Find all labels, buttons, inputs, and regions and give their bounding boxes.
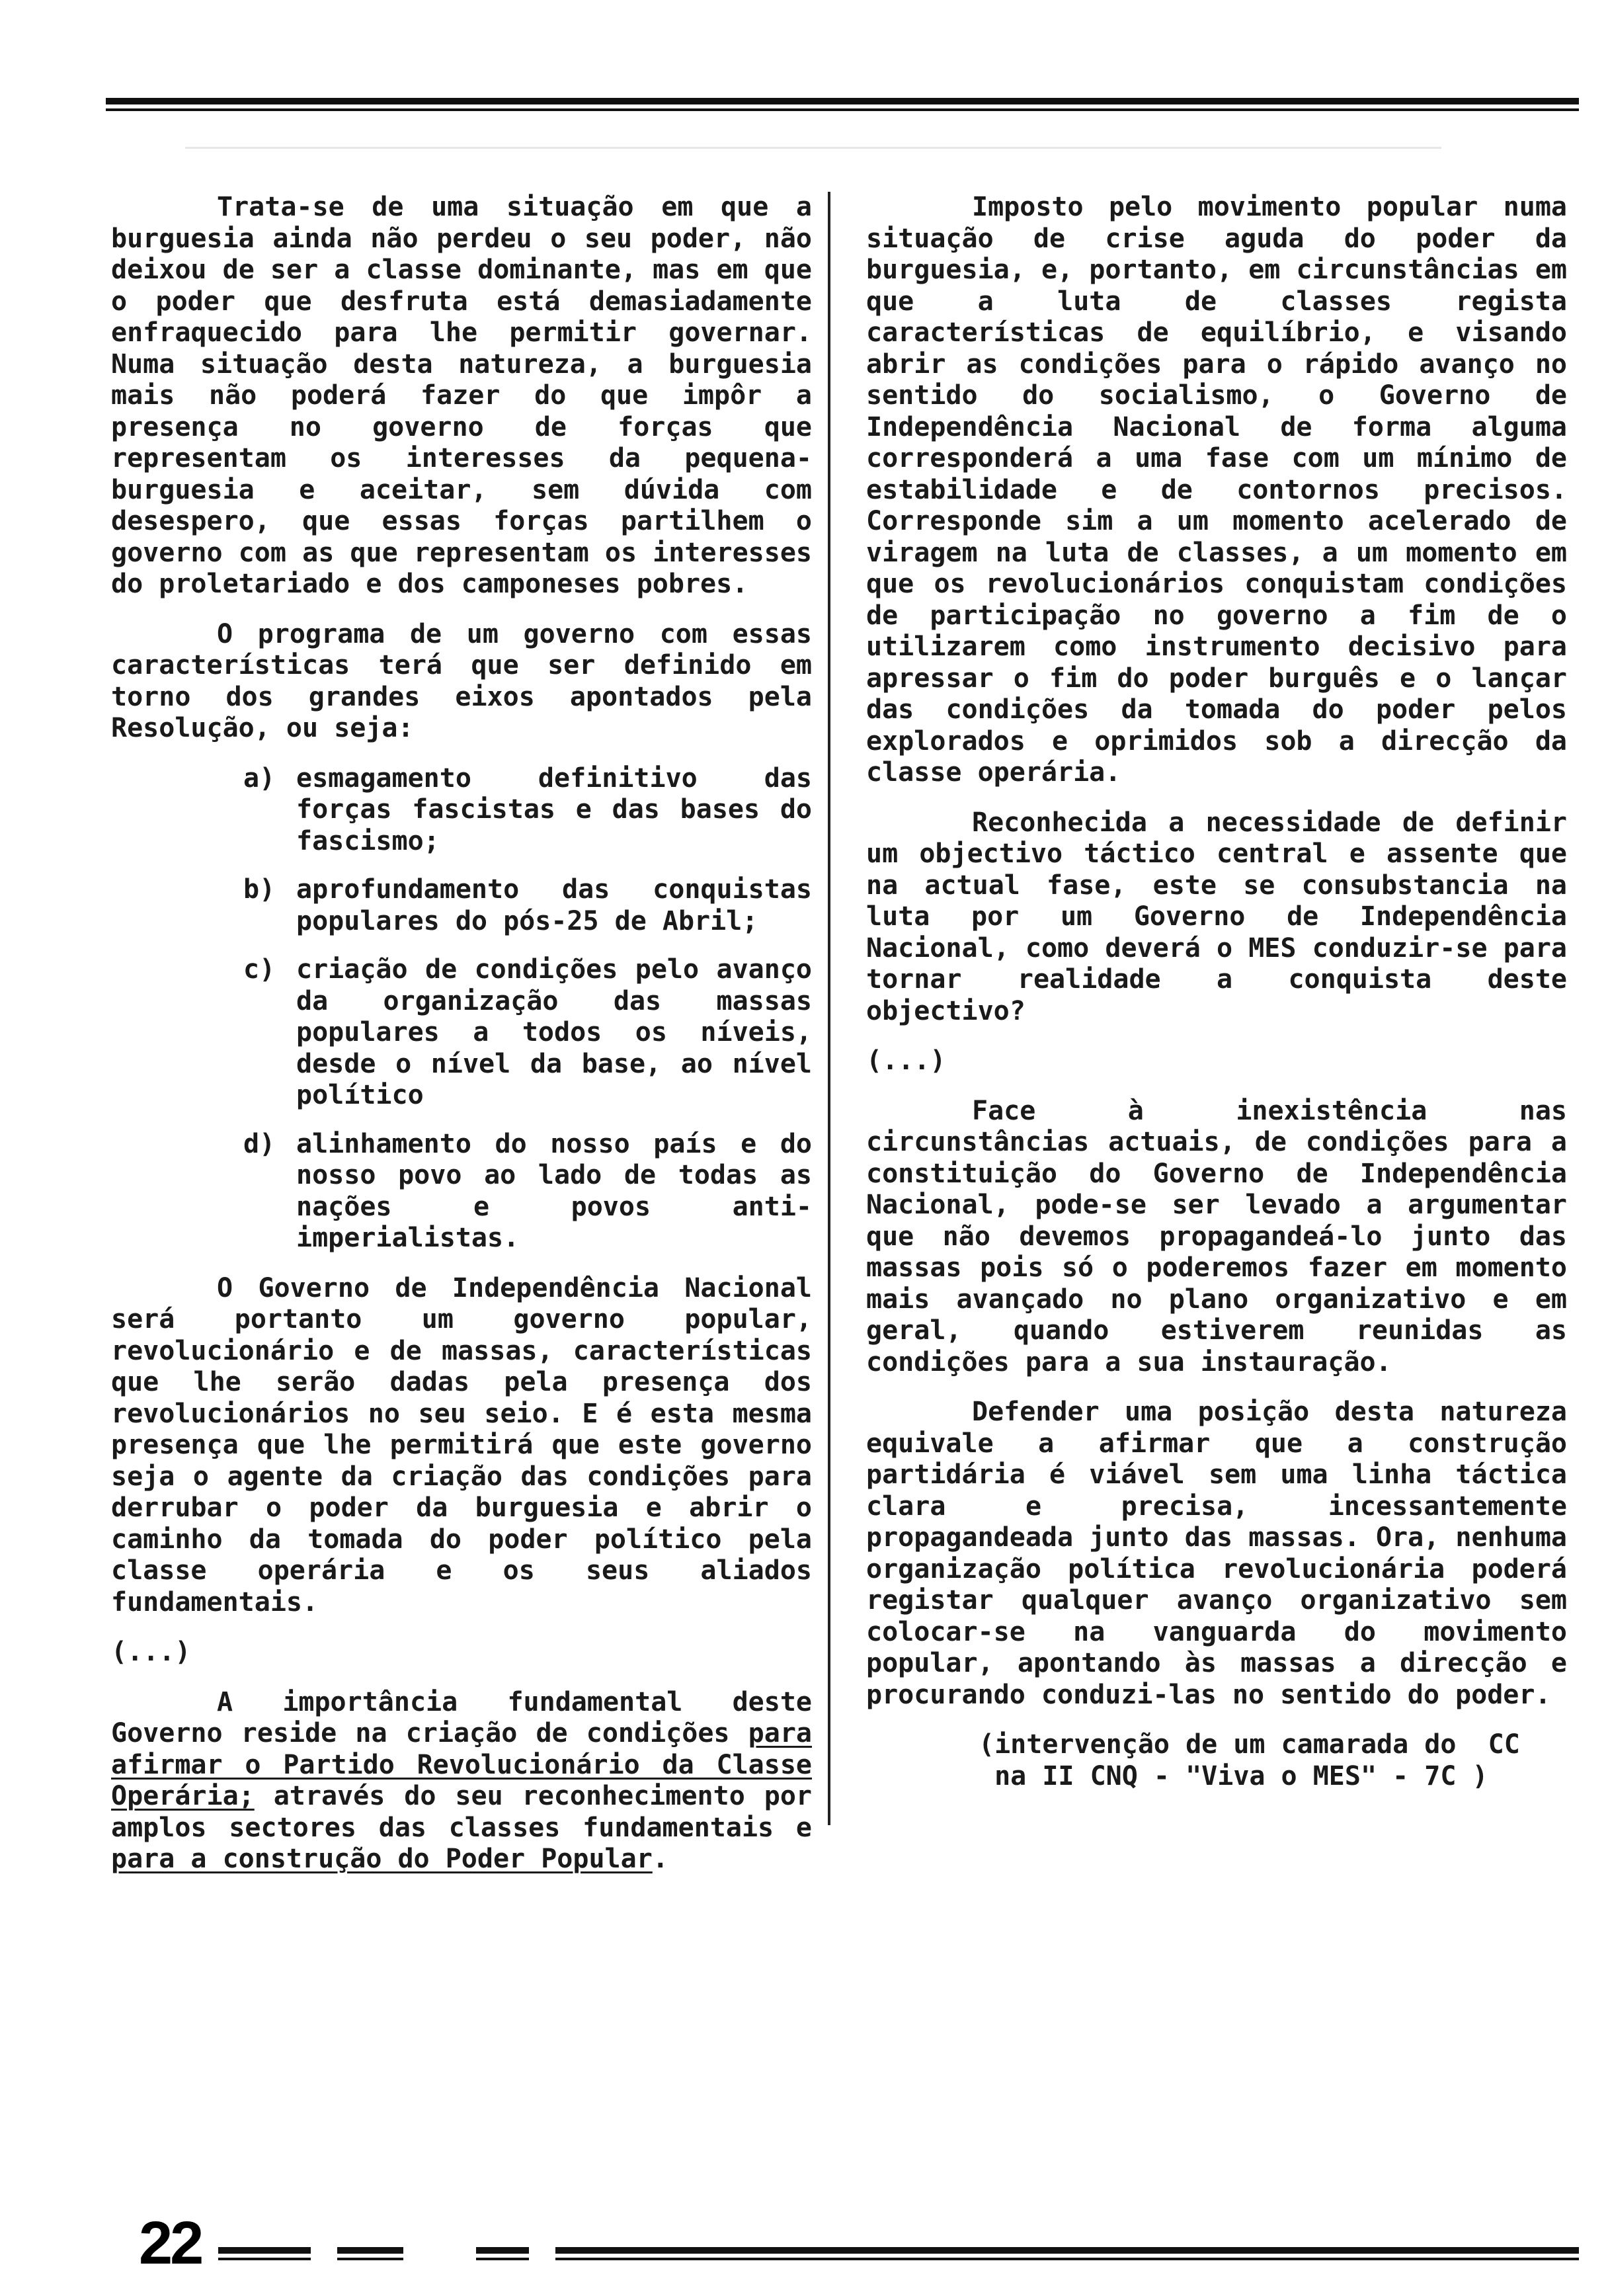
attribution-line-2: na II CNQ - "Viva o MES" - 7C ) bbox=[979, 1760, 1488, 1791]
list-item bbox=[243, 954, 812, 1112]
right-column bbox=[866, 192, 1567, 1792]
p4-end: . bbox=[652, 1844, 668, 1874]
list-item-text: aprofundamento das conquistas populares do pós-25 de Abril; bbox=[296, 874, 812, 936]
attribution bbox=[866, 1729, 1567, 1792]
left-column bbox=[111, 192, 812, 1894]
list-item-text: criação de condições pelo avanço da organização das massas populares a todos os níveis, desde o nível da base, ao nível político bbox=[296, 954, 812, 1110]
p4-middle: através do seu reconhecimento por amplos sectores das classes fundamentais e bbox=[111, 1781, 812, 1843]
top-rule-thin bbox=[106, 108, 1579, 111]
right-paragraph-2: Reconhecida a necessidade de definir um objectivo táctico central e assente que na actual fase, este se consubstancia na luta por um Governo de Independência Nacional, como deverá o MES conduzir-se para tornar realidade a conquista deste objectivo? bbox=[866, 807, 1567, 1026]
right-paragraph-1: Imposto pelo movimento popular numa situação de crise aguda do poder da burguesia, e, portanto, em circunstâncias em que a luta de classes regista características de equilíbrio, e visando abrir as condições para o rápido avanço no sentido do socialismo, o Governo de Independência Nacional de forma alguma corresponderá a uma fase com um mínimo de estabilidade e de contornos precisos. Corresponde sim a um momento acelerado de viragem na luta de classes, a um momento em que os revolucionários conquistam condições de participação no governo a fim de o utilizarem como instrumento decisivo para apressar o fim do poder burguês e o lançar das condições da tomada do poder pelos explorados e oprimidos sob a direcção da classe operária. bbox=[866, 192, 1567, 788]
right-ellipsis: (...) bbox=[866, 1046, 946, 1076]
list-item-text: alinhamento do nosso país e do nosso povo ao lado de todas as nações e povos anti-imperialistas. bbox=[296, 1128, 812, 1253]
list-marker: b) bbox=[243, 874, 276, 905]
list-item bbox=[243, 874, 812, 937]
list-item bbox=[243, 1129, 812, 1254]
left-paragraph-3: O Governo de Independência Nacional será portanto um governo popular, revolucionário e de massas, características que lhe serão dadas pela presença dos revolucionários no seu seio. E é esta mesma presença que lhe permitirá que este governo seja o agente da criação das condições para derrubar o poder da burguesia e abrir o caminho da tomada do poder político pela classe operária e os seus aliados fundamentais. bbox=[111, 1272, 812, 1618]
p4-underlined-1: para afirmar o Partido Revolucionário da Classe Operária; bbox=[111, 1718, 812, 1811]
list-marker: c) bbox=[243, 954, 276, 985]
program-list bbox=[111, 763, 812, 1254]
page-number: 22 bbox=[139, 2209, 202, 2277]
left-paragraph-1: Trata-se de uma situação em que a burguesia ainda não perdeu o seu poder, não deixou de ser a classe dominante, mas em que o poder que desfruta está demasiadamente enfraquecido para lhe permitir governar. Numa situação desta natureza, a burguesia mais não poderá fazer do que impôr a presença no governo de forças que representam os interesses da pequena-burguesia e aceitar, sem dúvida com desespero, que essas forças partilhem o governo com as que representam os interesses do proletariado e dos camponeses pobres. bbox=[111, 192, 812, 599]
attribution-line-1: (intervenção de um camarada do CC bbox=[979, 1729, 1520, 1760]
left-ellipsis: (...) bbox=[111, 1637, 191, 1667]
bottom-rule-gap bbox=[403, 2242, 476, 2263]
top-rule-thick bbox=[106, 98, 1579, 104]
bottom-rule-gap bbox=[529, 2242, 555, 2263]
left-paragraph-2: O programa de um governo com essas características terá que ser definido em torno dos grandes eixos apontados pela Resolução, ou seja: bbox=[111, 618, 812, 743]
column-divider bbox=[828, 192, 830, 1825]
bottom-rule-gap bbox=[311, 2242, 337, 2263]
list-item bbox=[243, 763, 812, 858]
list-marker: a) bbox=[243, 762, 276, 794]
right-paragraph-3: Face à inexistência nas circunstâncias actuais, de condições para a constituição do Governo de Independência Nacional, pode-se ser levado a argumentar que não devemos propagandeá-lo junto das massas pois só o poderemos fazer em momento mais avançado no plano organizativo e em geral, quando estiverem reunidas as condições para a sua instauração. bbox=[866, 1095, 1567, 1377]
left-paragraph-4 bbox=[111, 1687, 812, 1875]
p4-underlined-2: para a construção do Poder Popular bbox=[111, 1844, 653, 1874]
list-marker: d) bbox=[243, 1128, 276, 1159]
top-faint-line bbox=[185, 147, 1441, 149]
list-item-text: esmagamento definitivo das forças fascistas e das bases do fascismo; bbox=[296, 762, 812, 856]
right-paragraph-4: Defender uma posição desta natureza equivale a afirmar que a construção partidária é viável sem uma linha táctica clara e precisa, incessantemente propagandeada junto das massas. Ora, nenhuma organização política revolucionária poderá registar qualquer avanço organizativo sem colocar-se na vanguarda do movimento popular, apontando às massas a direcção e procurando conduzi-las no sentido do poder. bbox=[866, 1397, 1567, 1710]
p4-start: A importância fundamental deste Governo reside na criação de condições bbox=[111, 1686, 812, 1748]
